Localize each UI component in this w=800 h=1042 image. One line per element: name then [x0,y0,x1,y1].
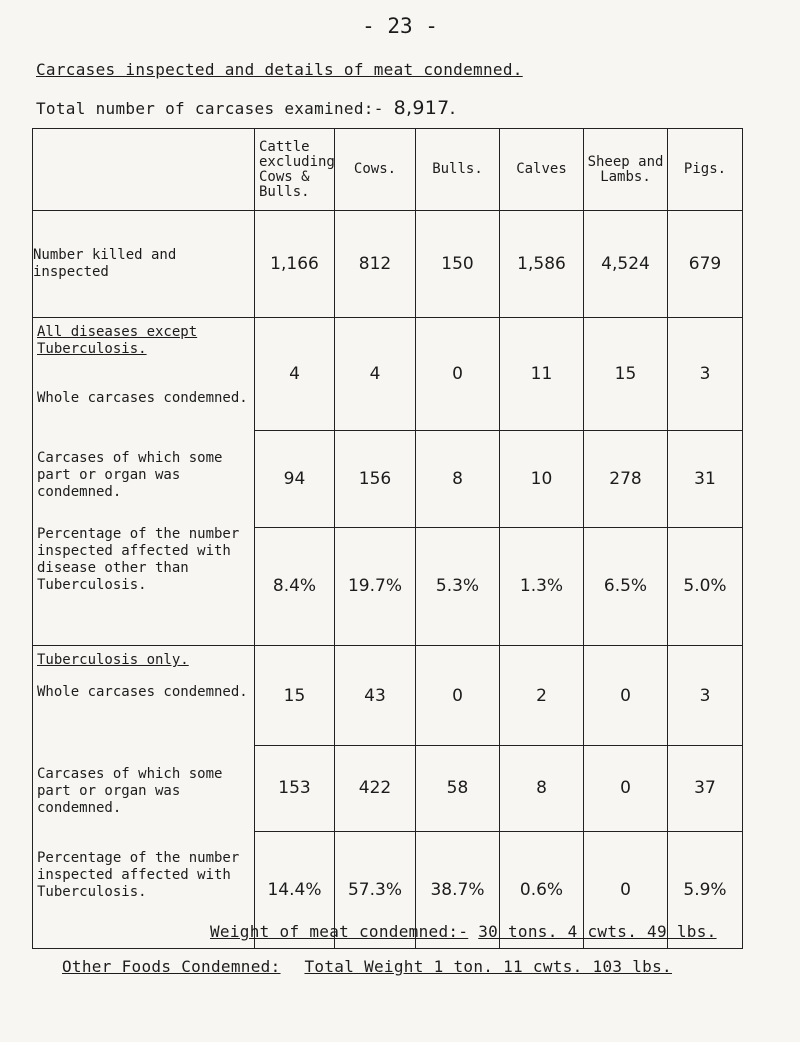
page-title: Carcases inspected and details of meat condemned. [36,60,523,79]
weight-condemned-line [210,922,717,941]
tb-part-cattle: 153 [255,746,335,831]
other-pct-sheep: 6.5% [584,527,668,645]
other-part-sheep: 278 [584,431,668,527]
total-carcases-line [36,97,456,119]
tb-whole-row [33,646,743,746]
other-whole-bulls: 0 [416,318,500,431]
tb-whole-label: Whole carcases condemned. [37,684,248,700]
tb-part-pigs: 37 [668,746,743,831]
total-carcases-label: Total number of carcases examined:- [36,99,384,118]
other-whole-calves: 11 [500,318,584,431]
tb-whole-pigs: 3 [668,646,743,746]
tb-pct-sheep: 0 [584,831,668,948]
tb-part-label: Carcases of which some part or organ was condemned. [37,766,223,816]
tb-part-cows: 422 [335,746,416,831]
col-header-sheep: Sheep and Lambs. [584,129,668,211]
col-header-cattle: Cattle excluding Cows & Bulls. [255,129,335,211]
tb-whole-cattle: 15 [255,646,335,746]
total-carcases-value: 8,917. [393,97,456,119]
other-pct-calves: 1.3% [500,527,584,645]
tb-pct-calves: 0.6% [500,831,584,948]
tb-pct-bulls: 38.7% [416,831,500,948]
header-blank-cell [33,129,255,211]
killed-cows: 812 [335,211,416,318]
weight-condemned-label: Weight of meat condemned:- [210,922,469,941]
other-whole-cows: 4 [335,318,416,431]
other-foods-line [62,957,672,976]
tb-part-calves: 8 [500,746,584,831]
tb-pct-cows: 57.3% [335,831,416,948]
tb-pct-cattle: 14.4% [255,831,335,948]
other-part-calves: 10 [500,431,584,527]
header-row [33,129,743,211]
other-part-pigs: 31 [668,431,743,527]
tb-whole-calves: 2 [500,646,584,746]
other-disease-pct-label: Percentage of the number inspected affected with disease other than Tuberculosis. [37,526,240,593]
other-whole-sheep: 15 [584,318,668,431]
weight-condemned-value: 30 tons. 4 cwts. 49 lbs. [478,922,717,941]
carcases-table [32,128,743,949]
other-foods-label: Other Foods Condemned: [62,957,281,976]
other-disease-whole-row [33,318,743,431]
killed-cattle: 1,166 [255,211,335,318]
other-disease-section-label [33,318,255,646]
col-header-pigs: Pigs. [668,129,743,211]
other-pct-bulls: 5.3% [416,527,500,645]
other-whole-pigs: 3 [668,318,743,431]
killed-row [33,211,743,318]
col-header-cows: Cows. [335,129,416,211]
other-disease-whole-label: Whole carcases condemned. [37,390,248,406]
col-header-bulls: Bulls. [416,129,500,211]
other-whole-cattle: 4 [255,318,335,431]
tb-heading: Tuberculosis only. [37,652,189,668]
tb-whole-bulls: 0 [416,646,500,746]
other-disease-heading: All diseases except Tuberculosis. [37,324,198,357]
tb-pct-label: Percentage of the number inspected affected with Tuberculosis. [37,850,240,900]
other-part-cows: 156 [335,431,416,527]
tb-pct-pigs: 5.9% [668,831,743,948]
killed-calves: 1,586 [500,211,584,318]
page-number: - 23 - [362,14,438,38]
other-disease-part-label: Carcases of which some part or organ was condemned. [37,450,223,500]
tb-part-bulls: 58 [416,746,500,831]
tb-part-sheep: 0 [584,746,668,831]
tb-whole-sheep: 0 [584,646,668,746]
killed-pigs: 679 [668,211,743,318]
other-pct-cattle: 8.4% [255,527,335,645]
other-part-cattle: 94 [255,431,335,527]
other-pct-cows: 19.7% [335,527,416,645]
tb-whole-cows: 43 [335,646,416,746]
other-part-bulls: 8 [416,431,500,527]
col-header-calves: Calves [500,129,584,211]
tb-section-label [33,646,255,949]
killed-sheep: 4,524 [584,211,668,318]
killed-row-label: Number killed and inspected [33,211,255,318]
other-pct-pigs: 5.0% [668,527,743,645]
killed-bulls: 150 [416,211,500,318]
other-foods-value: Total Weight 1 ton. 11 cwts. 103 lbs. [304,957,672,976]
